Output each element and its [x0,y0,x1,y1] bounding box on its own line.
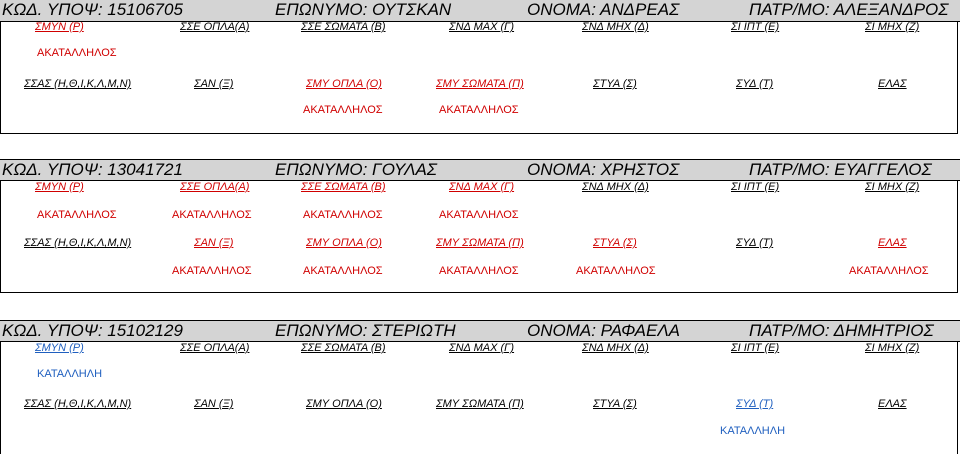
category-label: ΣΜΥ ΣΩΜΑΤΑ (Π) [436,78,524,90]
category-result: ΑΚΑΤΑΛΛΗΛΟΣ [37,209,117,221]
category-result: ΑΚΑΤΑΛΛΗΛΟΣ [439,209,519,221]
candidate-first-name: ΟΝΟΜΑ: ΑΝΔΡΕΑΣ [527,0,680,19]
candidate-father-name: ΠΑΤΡ/ΜΟ: ΔΗΜΗΤΡΙΟΣ [749,321,934,340]
category-label: ΣΣΕ ΣΩΜΑΤΑ (Β) [301,342,386,354]
category-label: ΣΝΔ ΜΗΧ (Δ) [582,21,649,33]
candidate-code: ΚΩΔ. ΥΠΟΨ: 13041721 [2,160,183,179]
category-label: ΣΜΥ ΣΩΜΑΤΑ (Π) [436,398,524,410]
category-label: ΣΙ ΙΠΤ (Ε) [731,342,780,354]
category-label: ΣΙ ΜΗΧ (Ζ) [865,21,920,33]
category-label: ΣΥΔ (Τ) [736,78,774,90]
candidate-record-1 [0,0,960,134]
category-label: ΣΣΑΣ (Η,Θ,Ι,Κ,Λ,Μ,Ν) [24,78,132,90]
category-label: ΣΥΔ (Τ) [736,398,774,410]
category-label: ΣΙ ΜΗΧ (Ζ) [865,181,920,193]
candidate-first-name: ΟΝΟΜΑ: ΡΑΦΑΕΛΑ [527,321,681,340]
category-label: ΣΥΔ (Τ) [736,237,774,249]
candidate-surname: ΕΠΩΝΥΜΟ: ΟΥΤΣΚΑΝ [275,0,452,19]
category-result: ΑΚΑΤΑΛΛΗΛΟΣ [439,265,519,277]
category-label: ΣΜΥ ΟΠΛΑ (Ο) [306,237,382,249]
category-label: ΣΙ ΙΠΤ (Ε) [731,181,780,193]
category-result: ΑΚΑΤΑΛΛΗΛΟΣ [37,47,117,59]
category-label: ΣΤΥΑ (Σ) [593,78,637,90]
category-result: ΚΑΤΑΛΛΗΛΗ [37,368,103,380]
category-label: ΕΛΑΣ [878,398,907,410]
category-label: ΣΤΥΑ (Σ) [593,237,637,249]
category-label: ΣΜΥ ΣΩΜΑΤΑ (Π) [436,237,524,249]
record-header [0,320,960,342]
category-result: ΚΑΤΑΛΛΗΛΗ [720,425,786,437]
category-label: ΣΣΕ ΟΠΛΑ(Α) [180,181,250,193]
candidate-record-3 [0,320,960,454]
category-result: ΑΚΑΤΑΛΛΗΛΟΣ [849,265,929,277]
category-label: ΣΜΥ ΟΠΛΑ (Ο) [306,78,382,90]
category-label: ΣΝΔ ΜΑΧ (Γ) [449,181,515,193]
category-label: ΣΣΑΣ (Η,Θ,Ι,Κ,Λ,Μ,Ν) [24,237,132,249]
candidate-code: ΚΩΔ. ΥΠΟΨ: 15102129 [2,321,183,340]
category-label: ΣΜΥΝ (Ρ) [35,181,84,193]
category-label: ΣΣΑΣ (Η,Θ,Ι,Κ,Λ,Μ,Ν) [24,398,132,410]
candidate-father-name: ΠΑΤΡ/ΜΟ: ΑΛΕΞΑΝΔΡΟΣ [749,0,949,19]
candidate-surname: ΕΠΩΝΥΜΟ: ΓΟΥΛΑΣ [275,160,437,179]
category-label: ΣΑΝ (Ξ) [194,237,234,249]
category-label: ΣΑΝ (Ξ) [194,398,234,410]
category-result: ΑΚΑΤΑΛΛΗΛΟΣ [172,265,252,277]
record-header [0,159,960,181]
category-label: ΣΝΔ ΜΗΧ (Δ) [582,342,649,354]
category-label: ΣΝΔ ΜΑΧ (Γ) [449,21,515,33]
category-label: ΣΙ ΙΠΤ (Ε) [731,21,780,33]
record-header [0,0,960,22]
category-result: ΑΚΑΤΑΛΛΗΛΟΣ [303,104,383,116]
category-label: ΣΑΝ (Ξ) [194,78,234,90]
category-label: ΕΛΑΣ [878,237,907,249]
category-label: ΣΜΥΝ (Ρ) [35,21,84,33]
candidate-father-name: ΠΑΤΡ/ΜΟ: ΕΥΑΓΓΕΛΟΣ [749,160,932,179]
category-label: ΣΙ ΜΗΧ (Ζ) [865,342,920,354]
candidate-surname: ΕΠΩΝΥΜΟ: ΣΤΕΡΙΩΤΗ [275,321,456,340]
category-result: ΑΚΑΤΑΛΛΗΛΟΣ [303,209,383,221]
category-label: ΣΜΥ ΟΠΛΑ (Ο) [306,398,382,410]
category-label: ΣΝΔ ΜΗΧ (Δ) [582,181,649,193]
category-label: ΕΛΑΣ [878,78,907,90]
category-label: ΣΣΕ ΟΠΛΑ(Α) [180,21,250,33]
candidate-first-name: ΟΝΟΜΑ: ΧΡΗΣΤΟΣ [527,160,680,179]
category-label: ΣΤΥΑ (Σ) [593,398,637,410]
category-label: ΣΝΔ ΜΑΧ (Γ) [449,342,515,354]
category-label: ΣΣΕ ΟΠΛΑ(Α) [180,342,250,354]
category-result: ΑΚΑΤΑΛΛΗΛΟΣ [172,209,252,221]
category-label: ΣΜΥΝ (Ρ) [35,342,84,354]
candidate-record-2 [0,159,960,293]
category-result: ΑΚΑΤΑΛΛΗΛΟΣ [576,265,656,277]
category-result: ΑΚΑΤΑΛΛΗΛΟΣ [439,104,519,116]
category-result: ΑΚΑΤΑΛΛΗΛΟΣ [303,265,383,277]
candidate-code: ΚΩΔ. ΥΠΟΨ: 15106705 [2,0,183,19]
category-label: ΣΣΕ ΣΩΜΑΤΑ (Β) [301,181,386,193]
category-label: ΣΣΕ ΣΩΜΑΤΑ (Β) [301,21,386,33]
